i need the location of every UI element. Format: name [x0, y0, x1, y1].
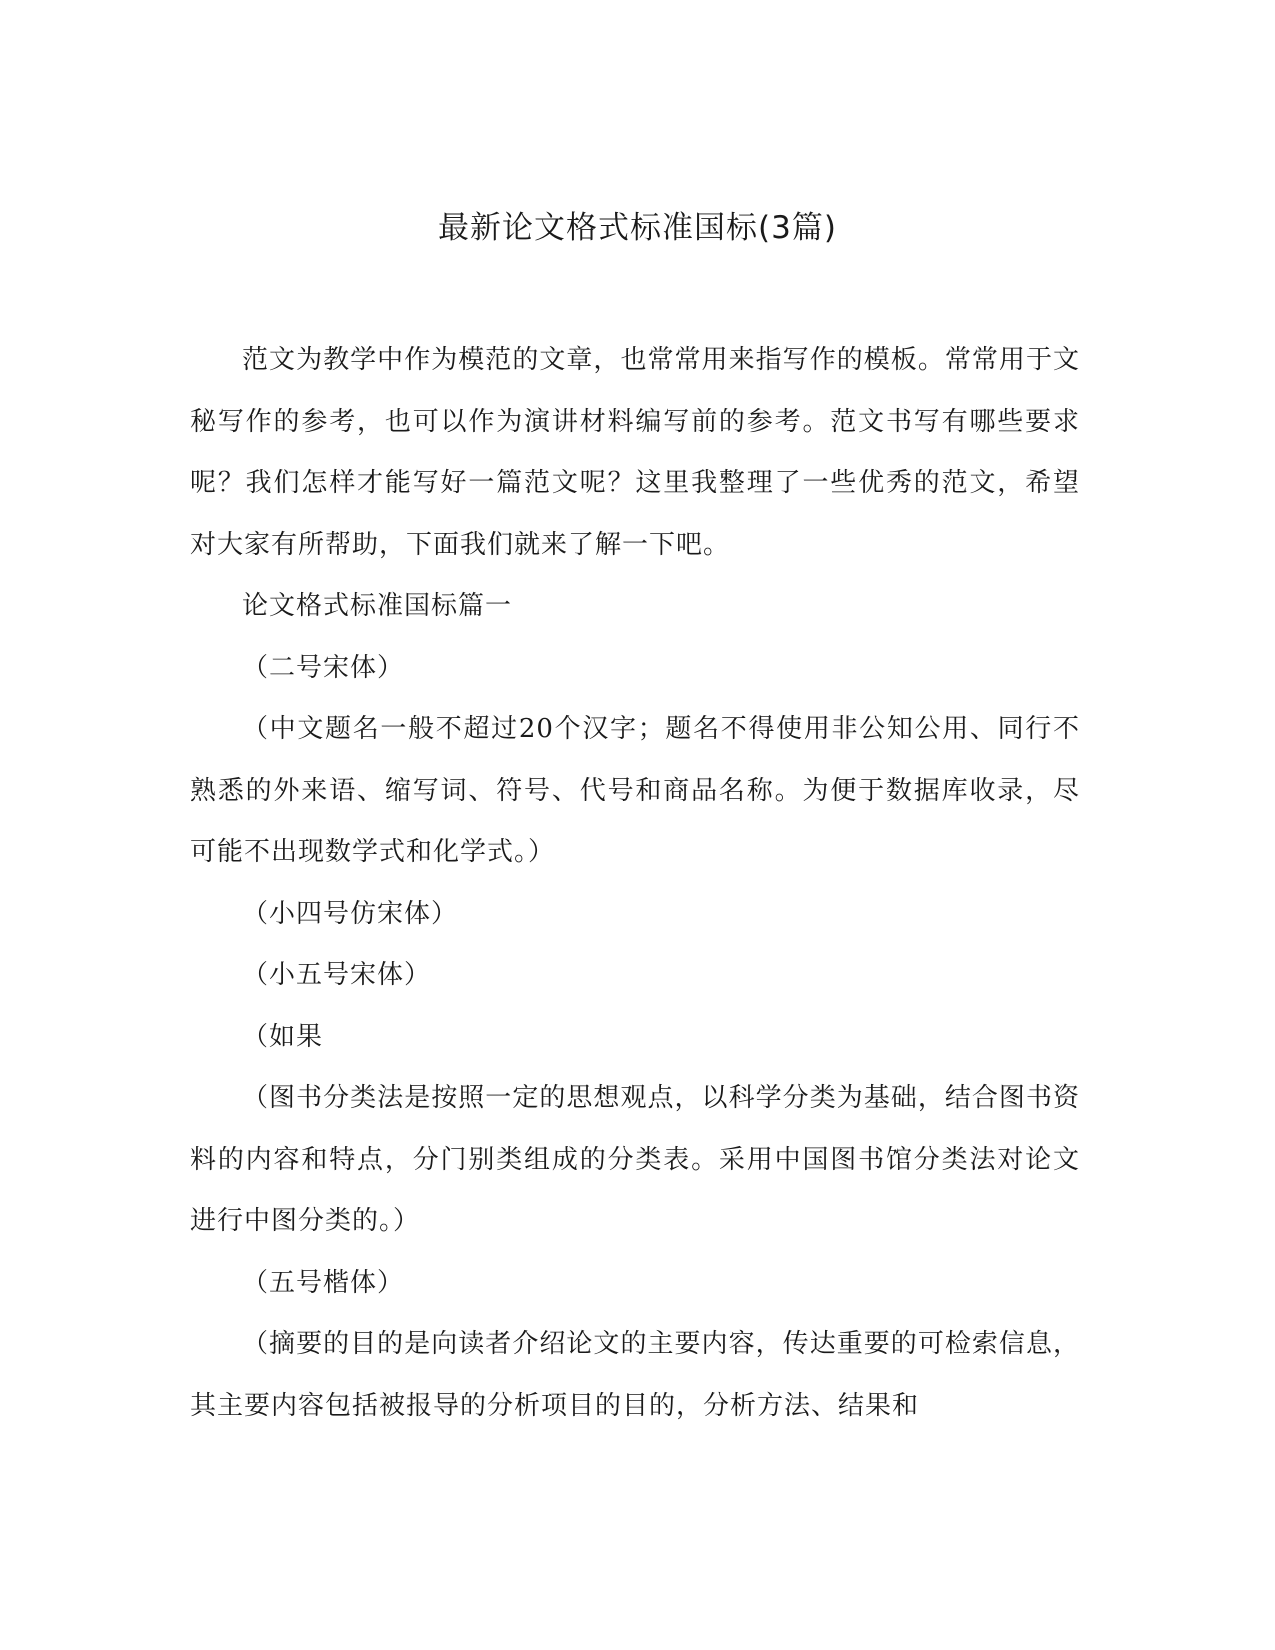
- note-paragraph: （中文题名一般不超过20个汉字；题名不得使用非公知公用、同行不熟悉的外来语、缩写词、符号、代号和商品名称。为便于数据库收录，尽可能不出现数学式和化学式。）: [190, 714, 1080, 867]
- document-body: [190, 330, 1080, 1437]
- note-paragraph: （图书分类法是按照一定的思想观点，以科学分类为基础，结合图书资料的内容和特点，分门别类组成的分类表。采用中国图书馆分类法对论文进行中图分类的。）: [190, 1083, 1080, 1236]
- note-paragraph: （五号楷体）: [242, 1267, 405, 1298]
- document-title: 最新论文格式标准国标(3篇): [438, 210, 837, 246]
- section-heading: 论文格式标准国标篇一: [242, 591, 513, 621]
- note-paragraph: （小四号仿宋体）: [242, 898, 459, 929]
- note-paragraph: （小五号宋体）: [242, 960, 432, 990]
- note-paragraph: （二号宋体）: [242, 652, 405, 683]
- intro-paragraph: 范文为教学中作为模范的文章，也常常用来指写作的模板。常常用于文秘写作的参考，也可以作为演讲材料编写前的参考。范文书写有哪些要求呢？我们怎样才能写好一篇范文呢？这里我整理了一些优秀的范文，希望对大家有所帮助，下面我们就来了解一下吧。: [190, 345, 1080, 560]
- note-paragraph: （摘要的目的是向读者介绍论文的主要内容，传达重要的可检索信息，其主要内容包括被报导的分析项目的目的，分析方法、结果和: [190, 1329, 1080, 1421]
- note-paragraph: （如果: [242, 1021, 324, 1052]
